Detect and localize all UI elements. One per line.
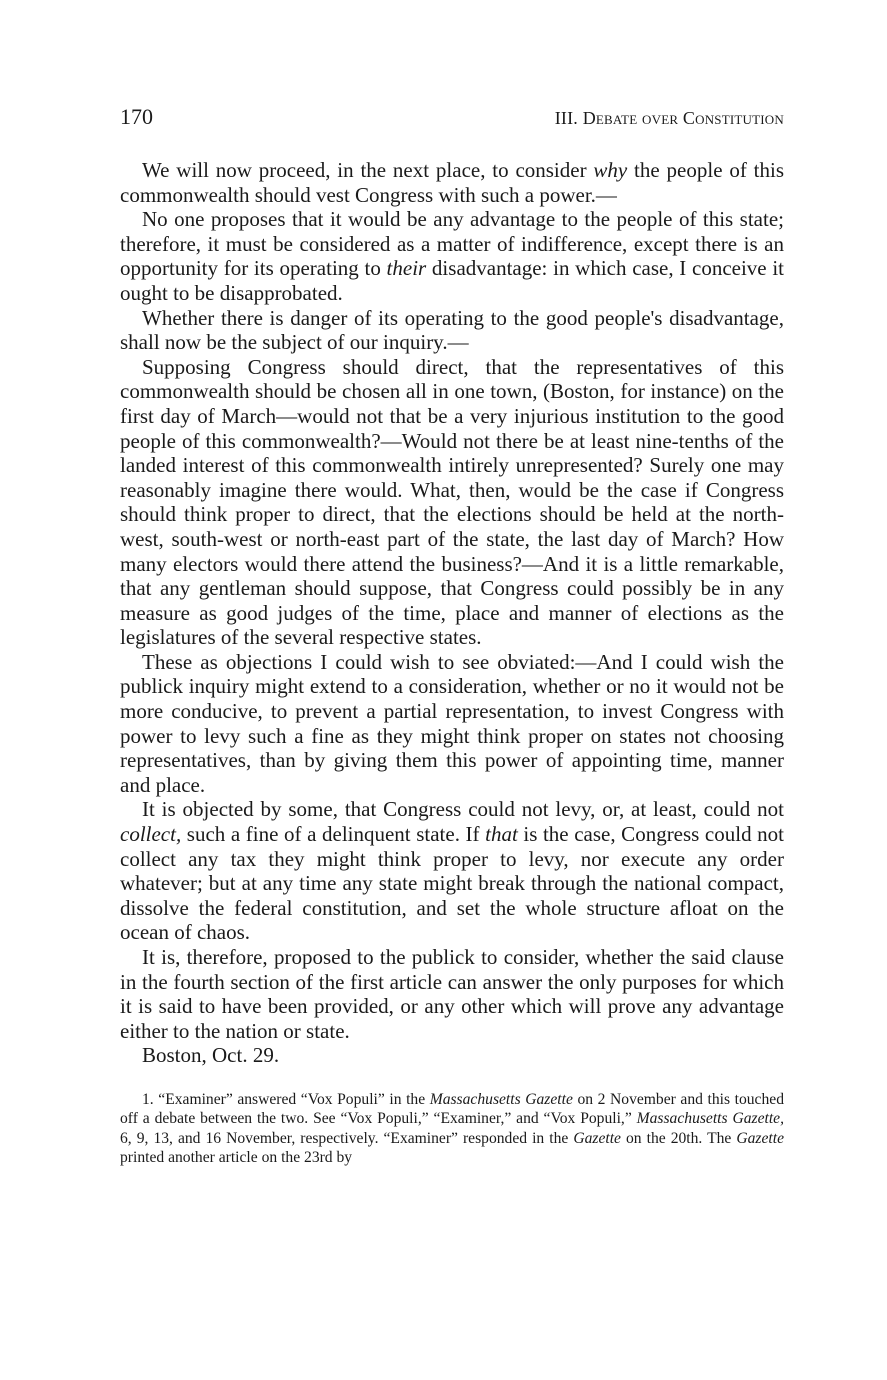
text-run: It is objected by some, that Congress could not levy, or, at least, could not: [142, 797, 784, 822]
paragraph: [120, 355, 784, 650]
italic-text: why: [593, 158, 628, 182]
text-run: on 2 November and this touched off a debate between the two. See “Vox Populi,” “Examiner,” and “Vox Populi,”: [120, 1090, 784, 1128]
text-run: such a fine of a delinquent state. If: [181, 822, 486, 847]
text-run: It is, therefore, proposed to the publick to consider, whether the said clause in the fourth section of the first article can answer the only purposes for which it is said to have been provided, or any other which will prove any advantage either to the nation or state.: [120, 945, 784, 1043]
page-number: 170: [120, 104, 153, 129]
paragraph: [120, 650, 784, 798]
paragraph: [120, 207, 784, 305]
footnote: [120, 1090, 784, 1168]
document-page: [120, 104, 784, 1184]
text-run: the people of this commonwealth should vest Congress with such a power.—: [120, 158, 784, 207]
text-run: Supposing Congress should direct, that the representatives of this commonwealth should be chosen all in one town, (Boston, for instance) on the first day of March—would not that be a very injurious institution to the good people of this commonwealth?—Would not there be at least nine-tenths of the landed interest of this commonwealth intirely unrepresented? Surely one may reasonably imagine there would. What, then, would be the case if Congress should think proper to direct, that the elections should be held at the north-west, south-west or north-east part of the state, the last day of March? How many electors would there attend the business?—And it is a little remarkable, that any gentleman should suppose, that Congress could possibly be in any measure as good judges of the time, place and manner of elections as the legislatures of the several respective states.: [120, 354, 784, 650]
running-head: [120, 104, 784, 140]
running-title: III. Debate over Constitution: [554, 108, 784, 128]
italic-text: Massachusetts Gazette: [429, 1090, 573, 1108]
italic-text: Gazette: [573, 1129, 621, 1147]
italic-text: Gazette: [736, 1129, 784, 1147]
paragraph: [120, 158, 784, 207]
text-run: Boston, Oct. 29.: [142, 1043, 280, 1068]
text-run: Whether there is danger of its operating to the good people's disadvantage, shall now be the subject of our inquiry.—: [120, 305, 784, 355]
text-run: We will now proceed, in the next place, to consider: [142, 158, 594, 182]
italic-text: collect,: [120, 822, 182, 847]
text-run: on the 20th. The: [620, 1129, 737, 1147]
text-run: These as objections I could wish to see obviated:—And I could wish the publick inquiry might extend to a consideration, whether or no it would not be more conducive, to prevent a partial representation, to invest Congress with power to levy such a fine as they might think proper on states not choosing representatives, than by giving them this power of appointing time, manner and place.: [120, 649, 784, 797]
text-run: disadvantage: in which case, I conceive it ought to be disapprobated.: [120, 256, 785, 305]
italic-text: that: [485, 822, 518, 847]
italic-text: Massachusetts Gazette,: [636, 1110, 784, 1128]
text-run: is the case, Congress could not collect any tax they might think proper to levy, nor execute any order whatever; but at any time any state might break through the national compact, dissolve the federal constitution, and set the whole structure afloat on the ocean of chaos.: [120, 822, 785, 945]
signoff: [120, 1043, 784, 1068]
text-run: No one proposes that it would be any advantage to the people of this state; therefore, it must be considered as a matter of indifference, except there is an opportunity for its operating to: [120, 207, 784, 281]
text-run: 1. “Examiner” answered “Vox Populi” in the: [142, 1090, 430, 1108]
italic-text: their: [386, 256, 427, 281]
body-text: [120, 158, 784, 1068]
paragraph: [120, 945, 784, 1043]
paragraph: [120, 797, 784, 945]
paragraph: [120, 306, 784, 355]
text-run: 6, 9, 13, and 16 November, respectively. “Examiner” responded in the: [120, 1129, 574, 1147]
text-run: printed another article on the 23rd by: [120, 1149, 353, 1167]
